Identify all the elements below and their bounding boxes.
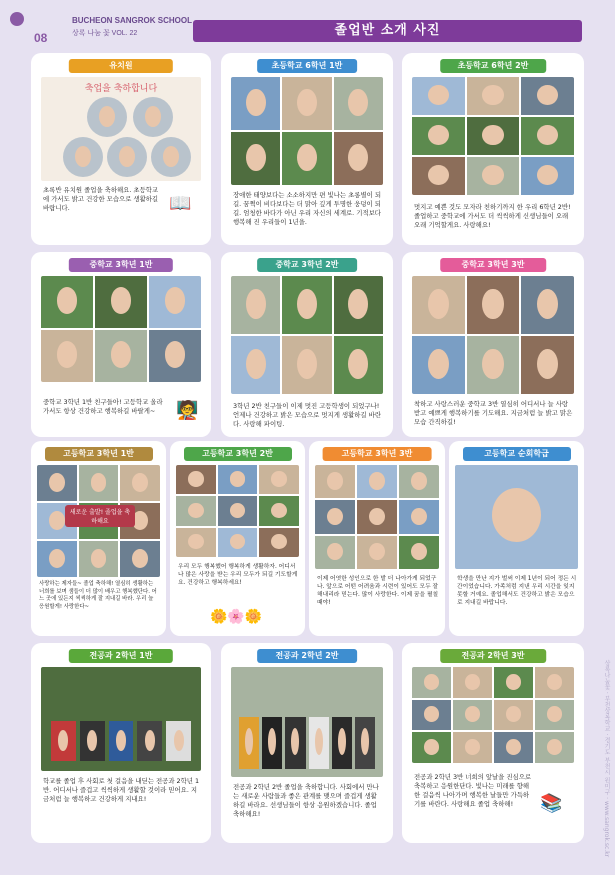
card-middle-3-3 xyxy=(402,252,584,437)
class-photo xyxy=(412,276,574,394)
chalkboard-icon: 🧑‍🏫 xyxy=(176,400,199,421)
card-text: 우리 모두 행복했어 행복하게 생활하자. 어디서나 많은 사랑을 받는 우리 모두가 되길 기도할게요. 건강하고 행복하세요! xyxy=(178,564,298,586)
class-photo xyxy=(412,77,574,195)
photo-banner: 축업을 축하합니다 xyxy=(84,84,158,94)
card-title: 중학교 3학년 2반 xyxy=(257,258,357,272)
card-title: 고등학교 3학년 3반 xyxy=(323,447,432,461)
flower-decoration-icon: 🌼🌸🌼 xyxy=(210,609,263,625)
class-photo xyxy=(231,276,383,394)
card-elem-6-2 xyxy=(402,53,584,245)
card-text: 전공과 2학년 2반 졸업을 축하합니다. 사회에서 만나는 새로운 사람들과 좋은 관계를 맺으며 즐겁게 생활하길 바라요. 선생님들이 항상 응원하겠습니다. 졸업 축하해요! xyxy=(233,783,379,818)
card-high-3-2 xyxy=(170,441,305,636)
class-photo xyxy=(37,465,160,577)
card-major-2-1 xyxy=(31,643,211,843)
card-title: 초등학교 6학년 2반 xyxy=(440,59,546,73)
class-photo xyxy=(315,465,439,569)
school-name: BUCHEON SANGROK SCHOOL xyxy=(72,16,193,25)
card-middle-3-2 xyxy=(221,252,393,437)
class-photo xyxy=(231,77,383,185)
class-photo xyxy=(41,77,201,181)
card-title: 유치원 xyxy=(69,59,173,73)
class-photo xyxy=(176,465,299,557)
card-title: 고등학교 순회학급 xyxy=(463,447,571,461)
page-header xyxy=(0,0,615,50)
photo-banner: 새로운 출발! 졸업을 축하해요 xyxy=(65,505,135,527)
card-title: 중학교 3학년 1반 xyxy=(69,258,173,272)
card-text: 착하고 사랑스러운 중학교 3반 열심히 어디서나 늘 사랑받고 예쁘게 행복하기를 기도해요. 지금처럼 늘 밝고 맑은 모습 간직하길! xyxy=(414,400,573,426)
section-title: 졸업반 소개 사진 xyxy=(193,20,582,42)
card-high-3-3 xyxy=(309,441,445,636)
card-title: 전공과 2학년 3반 xyxy=(440,649,546,663)
card-middle-3-1 xyxy=(31,252,211,437)
school-logo-icon xyxy=(10,12,24,26)
card-title: 중학교 3학년 3반 xyxy=(440,258,546,272)
card-title: 전공과 2학년 1반 xyxy=(69,649,173,663)
sidebar-text: 상록나눔꽃 · 부천상록학교 · 경기도 부천시 원미구 · www.sangrok.sc.kr xyxy=(603,660,610,858)
volume-label: 상록 나눔 꽃 VOL. 22 xyxy=(72,30,138,37)
card-major-2-3 xyxy=(402,643,584,843)
card-high-3-1 xyxy=(31,441,166,636)
card-title: 전공과 2학년 2반 xyxy=(257,649,357,663)
card-text: 초록반 유치원 졸업을 축하해요. 초등학교에 가서도 밝고 건강한 모습으로 생활하길 바랍니다. xyxy=(43,186,159,212)
card-major-2-2 xyxy=(221,643,393,843)
card-title: 고등학교 3학년 2반 xyxy=(184,447,292,461)
card-text: 장애한 태양보다는 소소하지만 편 빛나는 초롱별이 되길. 꿈쩍이 비다보다는 더 맑아 깊게 투명한 웅덩이 되길. 엄청한 바다가 아닌 우리 자신의 세계로. 기적보다 행복해 진 우리들이 1년을. xyxy=(233,191,382,226)
card-text: 학교를 졸업 후 사회로 첫 걸음을 내딛는 전공과 2학년 1반. 어디서나 즐겁고 씩씩하게 생활할 것이라 믿어요. 지금처럼 늘 행복하고 건강하게 지내요! xyxy=(43,777,200,803)
card-text: 전공과 2학년 3반 너희의 앞날을 진심으로 축복하고 응원한단다. 빛나는 미래를 향해 한 걸음씩 나아가며 행복한 날들만 가득하기를 바란다. 사랑해요 졸업 축하해! xyxy=(414,773,532,808)
card-text: 멋지고 예쁜 것도 모자라 친하기까지 한 우리 6학년 2반! 졸업하고 중학교에 가서도 더 씩씩하게 신생님들이 오래오래 기억할게요. 사랑해요! xyxy=(414,203,571,229)
card-text: 사랑하는 제자들~ 졸업 축하해! 열심히 생활하는 너희를 보며 샘들이 더 많이 배우고 행복했단다. 어느 곳에 있든지 씩씩하게 잘 지내길 바라. 우리 늘 응원할게! 사랑한다~ xyxy=(39,581,157,610)
card-text: 이제 어엿한 성인으로 한 발 더 나아가게 되었구나. 앞으로 어떤 어려움과 시련이 있어도 모두 잘 해내리라 믿는다. 많이 사랑한다. 이제 꿈을 펼칠 때야! xyxy=(317,576,439,606)
class-photo xyxy=(231,667,383,777)
class-photo xyxy=(455,465,578,569)
book-girl-icon: 📖 xyxy=(169,193,192,214)
class-photo xyxy=(41,667,201,771)
card-kindergarten xyxy=(31,53,211,245)
card-high-cycle xyxy=(449,441,584,636)
card-title: 고등학교 3학년 1반 xyxy=(45,447,153,461)
class-photo xyxy=(412,667,574,763)
book-character-icon: 📚 xyxy=(540,793,563,814)
class-photo xyxy=(41,276,201,382)
card-text: 중학교 3학년 1반 친구들아! 고등학교 올라가서도 항상 건강하고 행복하길 바랄게~ xyxy=(43,398,163,415)
card-elem-6-1 xyxy=(221,53,393,245)
card-text: 3학년 2반 친구들이 이제 멋진 고등학생이 되었구나! 언제나 건강하고 밝은 모습으로 멋지게 생활하길 바란다. 사랑해 파이팅. xyxy=(233,402,382,428)
page-number: 08 xyxy=(34,31,48,45)
card-title: 초등학교 6학년 1반 xyxy=(257,59,357,73)
card-text: 학생을 만난 지가 벌써 이제 1년이 되어 정든 시간이었습니다. 가족처럼 지낸 우리 시간을 잊지 못할 거예요. 졸업해서도 건강하고 밝은 모습으로 지내길 바랍니다. xyxy=(457,576,577,606)
